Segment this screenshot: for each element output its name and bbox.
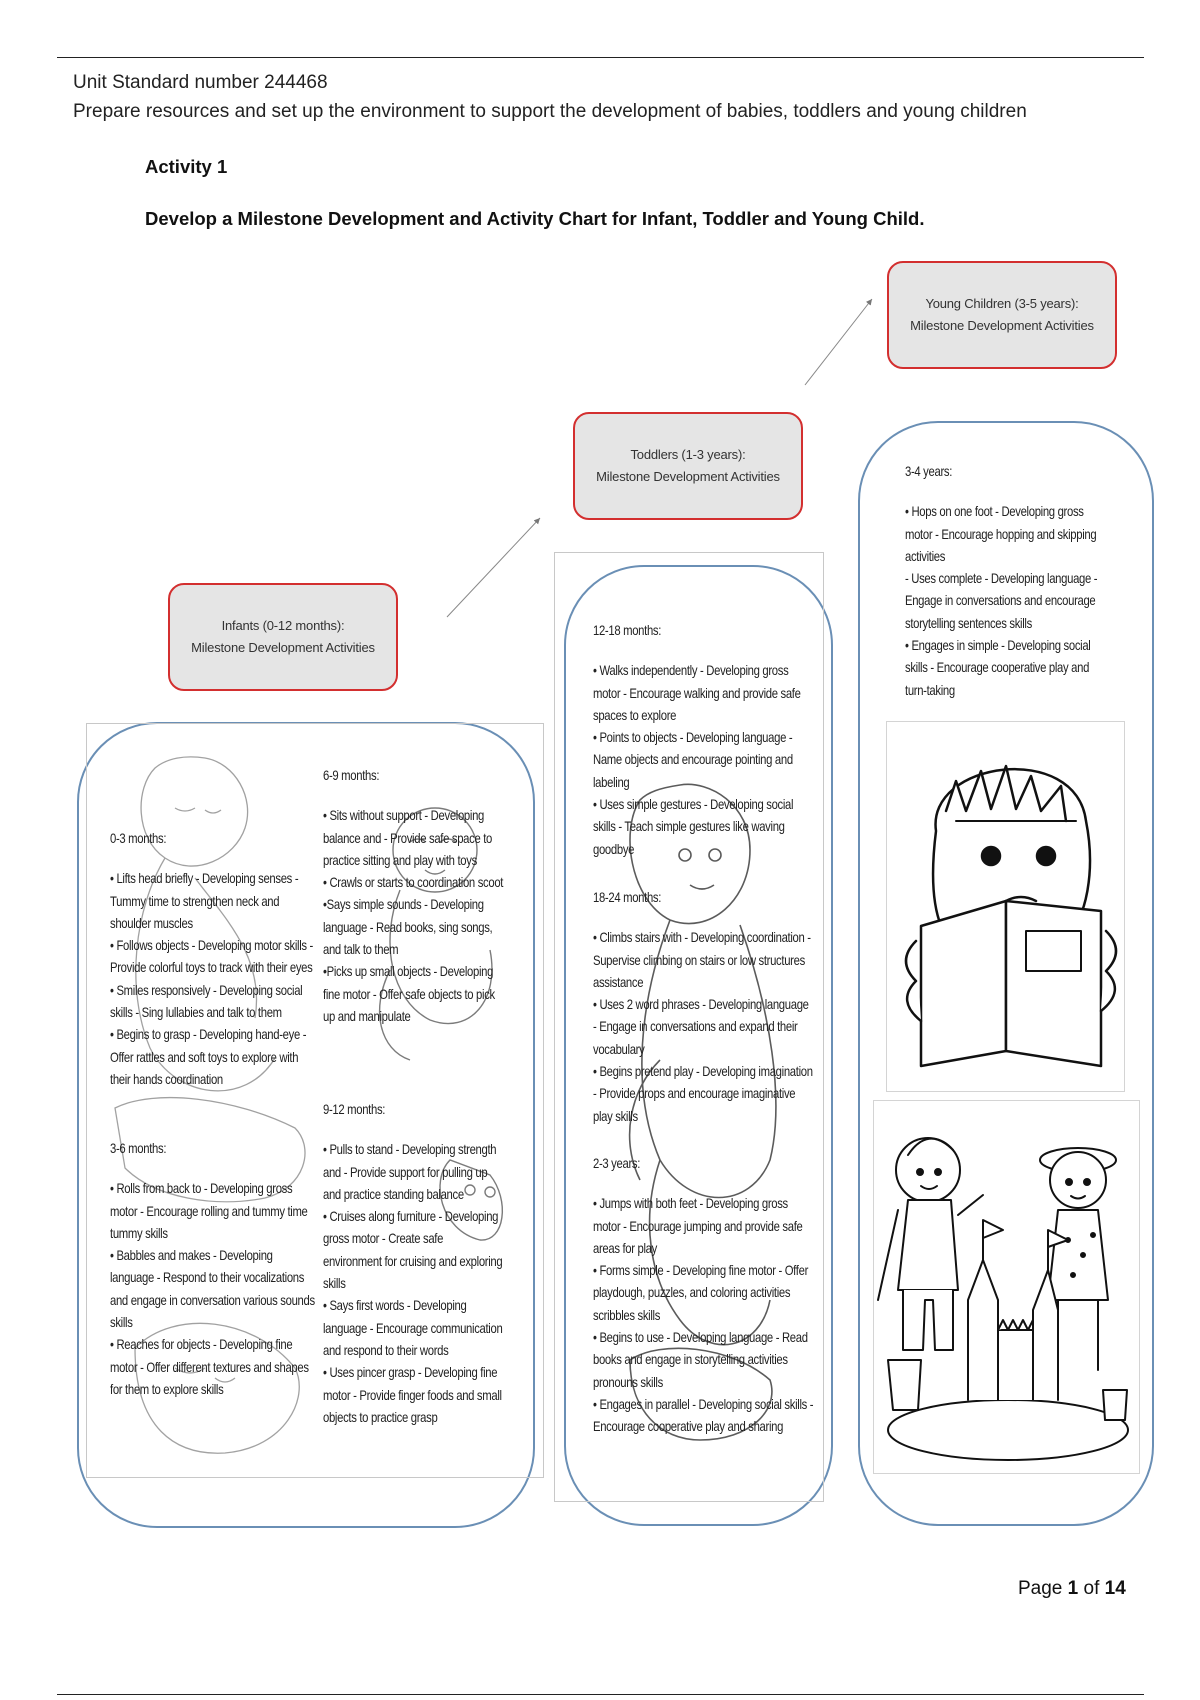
spacer: [323, 787, 503, 805]
toddlers-tag-subtitle: Milestone Development Activities: [596, 469, 780, 484]
spacer: [323, 1121, 503, 1139]
toddlers-18-24-months-section: [593, 887, 814, 1128]
milestone-item: • Engages in parallel - Developing social skills - Encourage cooperative play and sharing: [593, 1396, 814, 1435]
activity-instruction: Develop a Milestone Development and Activity Chart for Infant, Toddler and Young Child.: [145, 208, 925, 229]
milestone-item: •Says simple sounds - Developing language - Read books, sing songs, and talk to them: [323, 897, 493, 958]
milestone-item: • Forms simple - Developing fine motor - Offer playdough, puzzles, and coloring activities scribbles skills: [593, 1263, 809, 1323]
milestone-item: • Begins to use - Developing language - Read books and engage in storytelling activities pronouns skills: [593, 1330, 808, 1390]
child-reading-book-illustration: [886, 721, 1123, 1090]
toddlers-12-18-months-section: [593, 620, 814, 861]
spacer: [593, 909, 814, 927]
milestone-item: - Uses complete - Developing language - Engage in conversations and encourage storytelling sentences skills: [905, 571, 1098, 631]
page-current: 1: [1067, 1578, 1079, 1599]
milestone-item: • Smiles responsively - Developing social skills - Sing lullabies and talk to them: [110, 982, 303, 1021]
toddlers-stage-tag: [573, 412, 803, 520]
section-heading: 6-9 months:: [323, 768, 380, 783]
milestone-item: • Begins pretend play - Developing imagination - Provide props and encourage imaginative play skills: [593, 1064, 813, 1124]
infants-3-6-months-section: [110, 1138, 317, 1401]
milestone-item: • Begins to grasp - Developing hand-eye - Offer rattles and soft toys to explore with their hands coordination: [110, 1027, 307, 1087]
page-of: of: [1083, 1578, 1100, 1599]
spacer: [593, 642, 814, 660]
spacer: [593, 1175, 814, 1193]
young-tag-subtitle: Milestone Development Activities: [910, 318, 1094, 333]
milestone-item: • Pulls to stand - Developing strength and - Provide support for pulling up and practice standing balance: [323, 1142, 497, 1202]
spacer: [905, 483, 1106, 501]
young-tag-title: Young Children (3-5 years):: [925, 295, 1079, 311]
infants-stage-tag: [168, 583, 398, 691]
infants-tag-subtitle: Milestone Development Activities: [191, 640, 375, 655]
section-heading: 9-12 months:: [323, 1102, 386, 1117]
infants-0-3-months-section: [110, 828, 317, 1109]
milestone-item: • Hops on one foot - Developing gross motor - Encourage hopping and skipping activities: [905, 504, 1097, 564]
milestone-item: • Uses 2 word phrases - Developing language - Engage in conversations and expand their vocabulary: [593, 997, 809, 1057]
milestone-item: • Walks independently - Developing gross motor - Encourage walking and provide safe spaces to explore: [593, 663, 801, 723]
spacer: [110, 850, 317, 868]
milestone-item: • Follows objects - Developing motor skills - Provide colorful toys to track with their eyes: [110, 938, 313, 976]
milestone-item: • Jumps with both feet - Developing gross motor - Encourage jumping and provide safe areas for play: [593, 1196, 803, 1256]
section-heading: 2-3 years:: [593, 1156, 641, 1171]
page-number: [1018, 1578, 1126, 1600]
milestone-item: • Rolls from back to - Developing gross motor - Encourage rolling and tummy time tummy skills: [110, 1181, 308, 1241]
children-sandcastle-illustration: [873, 1100, 1138, 1472]
young-children-stage-tag: [887, 261, 1117, 369]
page-total: 14: [1104, 1578, 1126, 1599]
infants-9-12-months-section: [323, 1099, 503, 1429]
section-heading: 0-3 months:: [110, 831, 167, 846]
milestone-item: • Uses simple gestures - Developing social skills - Teach simple gestures like waving goodbye: [593, 797, 794, 857]
section-heading: 3-6 months:: [110, 1141, 167, 1156]
milestone-item: • Climbs stairs with - Developing coordination - Supervise climbing on stairs or low structures assistance: [593, 930, 811, 990]
milestone-item: • Points to objects - Developing language - Name objects and encourage pointing and labeling: [593, 730, 793, 790]
milestone-item: • Engages in simple - Developing social skills - Encourage cooperative play and turn-taking: [905, 638, 1091, 698]
infants-6-9-months-section: [323, 765, 503, 1028]
unit-standard-number: Unit Standard number 244468: [73, 72, 328, 93]
page-prefix: Page: [1018, 1578, 1063, 1599]
milestone-item: • Sits without support - Developing balance and - Provide safe space to practice sitting and play with toys: [323, 808, 493, 868]
section-heading: 3-4 years:: [905, 464, 953, 479]
milestone-item: • Cruises along furniture - Developing gross motor - Create safe environment for cruising and exploring skills: [323, 1209, 503, 1292]
section-heading: 12-18 months:: [593, 623, 662, 638]
milestone-item: • Babbles and makes - Developing language - Respond to their vocalizations and engage in conversation various sounds skills: [110, 1248, 315, 1331]
milestone-item: • Says first words - Developing language - Encourage communication and respond to their words: [323, 1298, 503, 1358]
milestone-item: • Lifts head briefly - Developing senses - Tummy time to strengthen neck and shoulder muscles: [110, 871, 299, 931]
unit-standard-title: Prepare resources and set up the environment to support the development of babies, toddlers and young children: [73, 101, 1027, 122]
milestone-item: •Picks up small objects - Developing fine motor - Offer safe objects to pick up and manipulate: [323, 964, 495, 1024]
infants-tag-title: Infants (0-12 months):: [221, 617, 345, 633]
milestone-item: • Uses pincer grasp - Developing fine motor - Provide finger foods and small objects to practice grasp: [323, 1365, 502, 1425]
spacer: [110, 1160, 317, 1178]
toddlers-tag-title: Toddlers (1-3 years):: [630, 446, 746, 462]
milestone-item: • Crawls or starts to coordination scoot: [323, 875, 504, 891]
section-heading: 18-24 months:: [593, 890, 662, 905]
toddlers-2-3-years-section: [593, 1153, 814, 1439]
milestone-item: • Reaches for objects - Developing fine motor - Offer different textures and shapes for them to explore skills: [110, 1337, 309, 1397]
young-children-3-4-years-section: [905, 461, 1106, 702]
activity-label: Activity 1: [145, 156, 228, 177]
